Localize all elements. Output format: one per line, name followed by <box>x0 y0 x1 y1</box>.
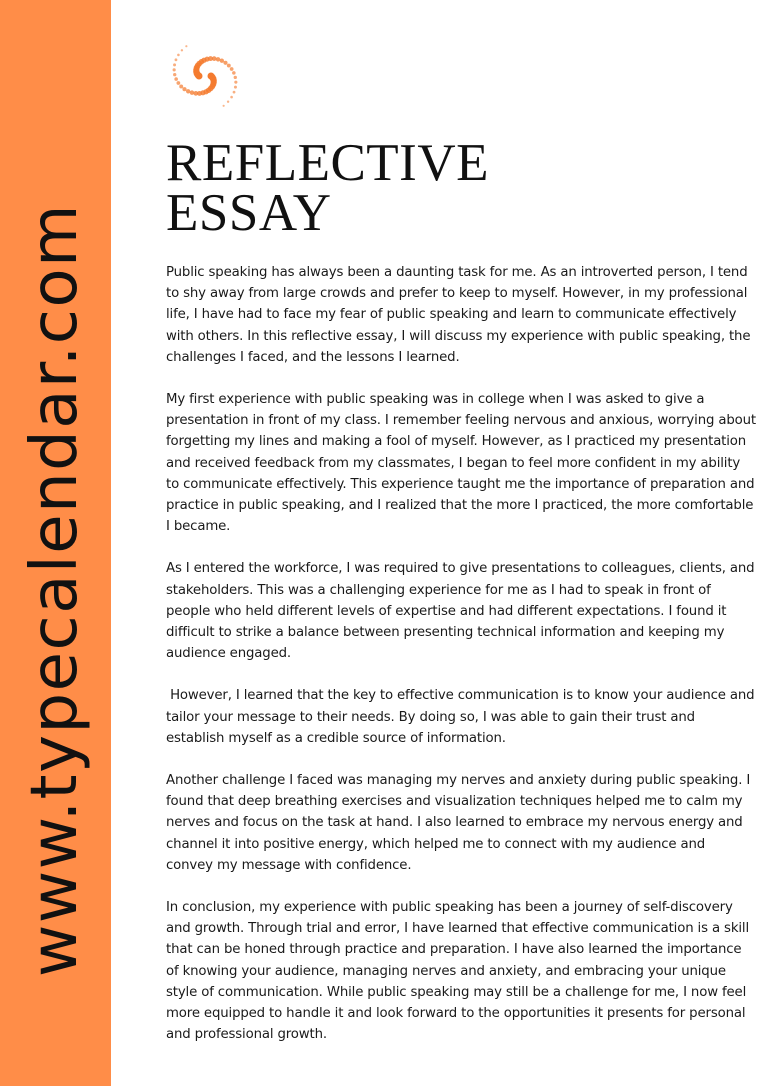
paragraph-6: In conclusion, my experience with public speaking has been a journey of self-discovery and growth. Through trial and error, I have learned that effective communication is a skill that can be honed through practice and preparation. I have also learned the importance of knowing your audience, managing nerves and anxiety, and embracing your unique style of communication. While public speaking may still be a challenge for me, I now feel more equipped to handle it and look forward to the opportunities it presents for personal and professional growth. <box>166 900 754 1043</box>
spiral-dots-icon <box>160 36 250 116</box>
paragraph-4: However, I learned that the key to effective communication is to know your audience and tailor your message to their needs. By doing so, I was able to gain their trust and establish myself as a credible source of information. <box>166 688 759 746</box>
paragraph-3: As I entered the workforce, I was required to give presentations to colleagues, clients, and stakeholders. This was a challenging experience for me as I had to speak in front of people who held different levels of expertise and had different expectations. I found it difficult to strike a balance between presenting technical information and keeping my audience engaged. <box>166 561 759 662</box>
website-url: www.typecalendar.com <box>18 203 92 977</box>
title-line-1: REFLECTIVE <box>166 134 489 192</box>
paragraph-1: Public speaking has always been a daunting task for me. As an introverted person, I tend to shy away from large crowds and prefer to keep to myself. However, in my professional life, I have had to face my fear of public speaking and learn to communicate effectively with others. In this reflective essay, I will discuss my experience with public speaking, the challenges I faced, and the lessons I learned. <box>166 265 755 365</box>
title-line-2: ESSAY <box>166 184 332 242</box>
sidebar-band <box>0 0 111 1086</box>
paragraph-5: Another challenge I faced was managing my nerves and anxiety during public speaking. I found that deep breathing exercises and visualization techniques helped me to calm my nerves and focus on the task at hand. I also learned to embrace my nervous energy and channel it into positive energy, which helped me to connect with my audience and convey my message with confidence. <box>166 773 755 873</box>
page-title <box>166 134 489 242</box>
essay-body <box>166 262 761 1067</box>
paragraph-2: My first experience with public speaking was in college when I was asked to give a presentation in front of my class. I remember feeling nervous and anxious, worrying about forgetting my lines and making a fool of myself. However, as I practiced my presentation and received feedback from my classmates, I began to feel more confident in my ability to communicate effectively. This experience taught me the importance of preparation and practice in public speaking, and I realized that the more I practiced, the more comfortable I became. <box>166 392 761 535</box>
